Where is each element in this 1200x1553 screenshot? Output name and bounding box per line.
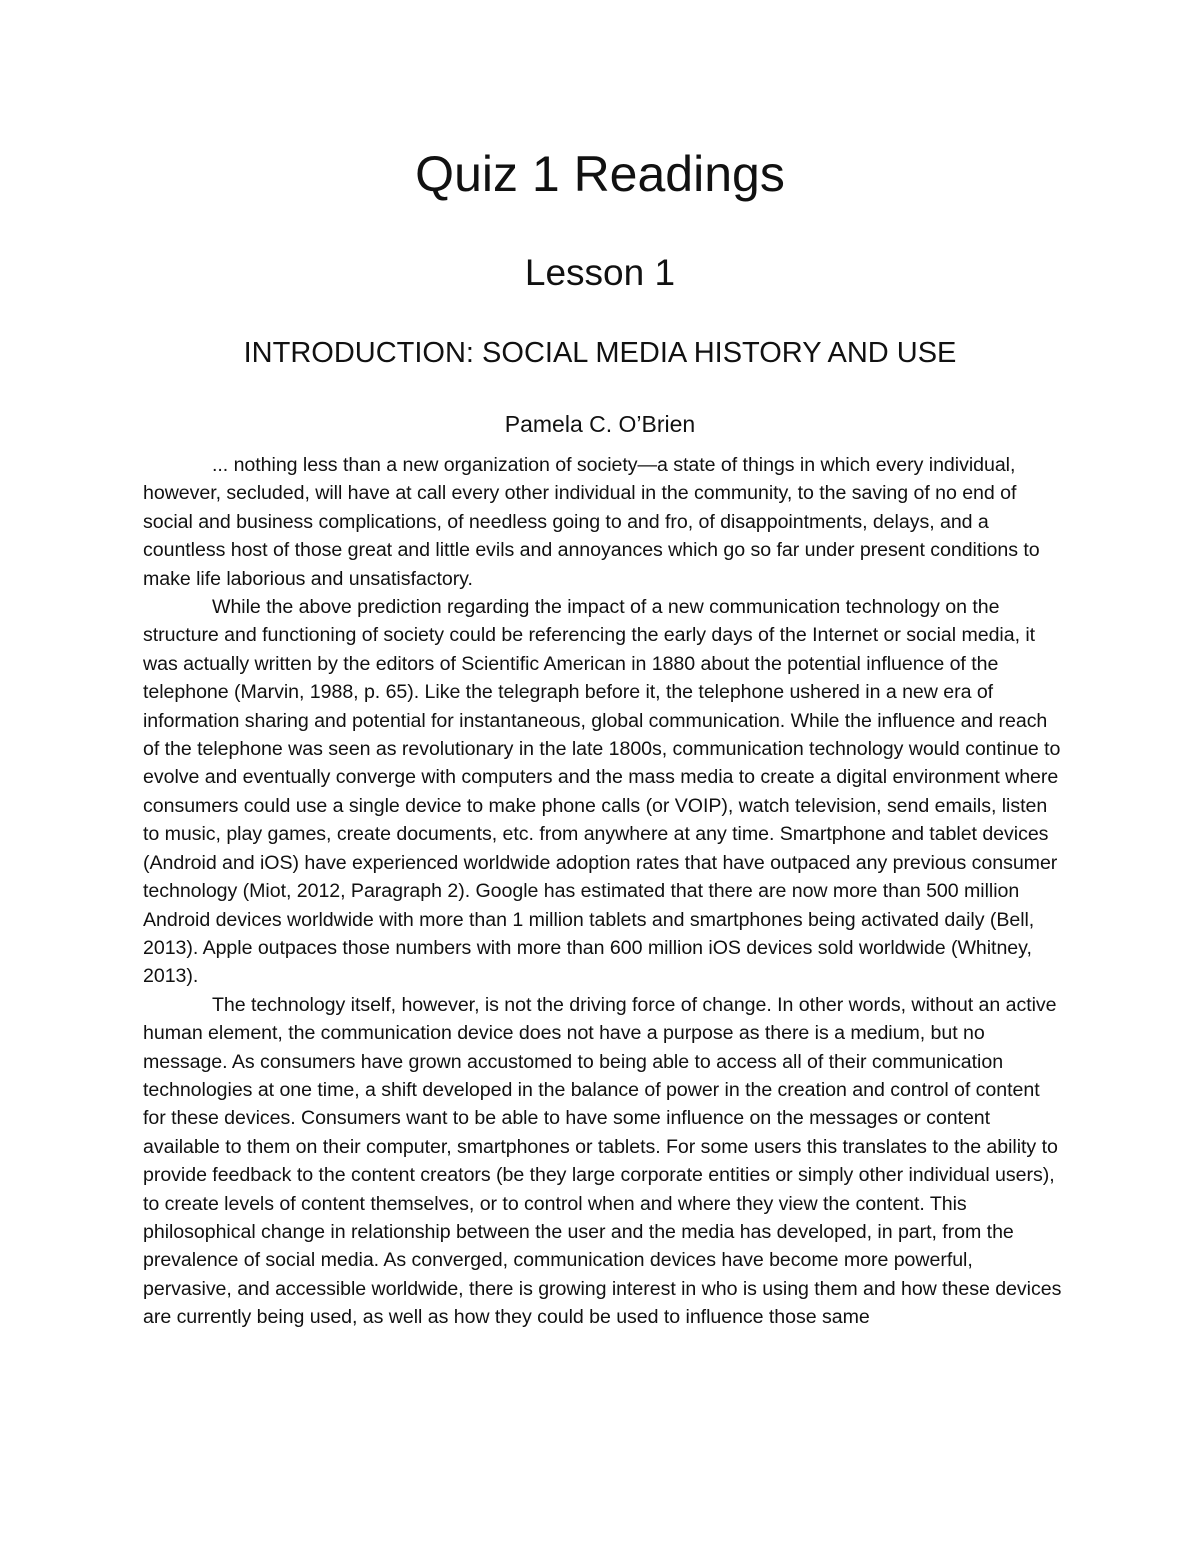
- document-title: Quiz 1 Readings: [415, 146, 785, 202]
- paragraph: The technology itself, however, is not the driving force of change. In other words, without an active human element, the communication device does not have a purpose as there is a medium, but no message. As consumers have grown accustomed to being able to access all of their communication technologies at one time, a shift developed in the balance of power in the creation and control of content for these devices. Consumers want to be able to have some influence on the messages or content available to them on their computer, smartphones or tablets. For some users this translates to the ability to provide feedback to the content creators (be they large corporate entities or simply other individual users), to create levels of content themselves, or to control when and where they view the content. This philosophical change in relationship between the user and the media has developed, in part, from the prevalence of social media. As converged, communication devices have become more powerful, pervasive, and accessible worldwide, there is growing interest in who is using them and how these devices are currently being used, as well as how they could be used to influence those same: [143, 993, 1062, 1329]
- lesson-heading: Lesson 1: [524, 252, 676, 293]
- body-text: [143, 451, 1063, 1332]
- chapter-title: INTRODUCTION: SOCIAL MEDIA HISTORY AND USE: [243, 337, 957, 369]
- paragraph: While the above prediction regarding the impact of a new communication technology on the structure and functioning of society could be referencing the early days of the Internet or social media, it was actually written by the editors of Scientific American in 1880 about the potential influence of the telephone (Marvin, 1988, p. 65). Like the telegraph before it, the telephone ushered in a new era of information sharing and potential for instantaneous, global communication. While the influence and reach of the telephone was seen as revolutionary in the late 1800s, communication technology would continue to evolve and eventually converge with computers and the mass media to create a digital environment where consumers could use a single device to make phone calls (or VOIP), watch television, send emails, listen to music, play games, create documents, etc. from anywhere at any time. Smartphone and tablet devices (Android and iOS) have experienced worldwide adoption rates that have outpaced any previous consumer technology (Miot, 2012, Paragraph 2). Google has estimated that there are now more than 500 million Android devices worldwide with more than 1 million tablets and smartphones being activated daily (Bell, 2013). Apple outpaces those numbers with more than 600 million iOS devices sold worldwide (Whitney, 2013).: [143, 596, 1061, 988]
- paragraph-epigraph: ... nothing less than a new organization of society—a state of things in which every individual, however, secluded, will have at call every other individual in the community, to the saving of no end of social and business complications, of needless going to and fro, of disappointments, delays, and a countless host of those great and little evils and annoyances which go so far under present conditions to make life laborious and unsatisfactory.: [143, 454, 1040, 590]
- author-name: Pamela C. O’Brien: [504, 411, 696, 437]
